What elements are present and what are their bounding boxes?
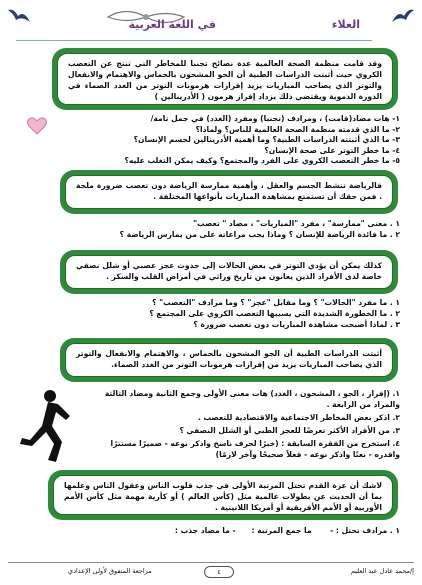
question-item: ٢- ما الذي قدمته منظمة الصحة العالمية للناس؟ ولماذا؟ [195,124,400,134]
question-item: ٢. اذكر بعض المخاطر الاجتماعية والاقتصادية للتعصب . [197,413,400,422]
runner-icon [18,388,72,466]
question-item: ٢ . ما فائدة الرياضة للإنسان ؟ وماذا يجب مراعاته على من يمارس الرياضة ؟ [119,230,400,239]
question-item: ٣. من الأفراد الأكثر تعرضًا للعجز الطبي أو الشلل النصفي ؟ [179,426,400,435]
question-item: ١- هات مضاد(قامت) ، ومرادف (تجنبا) ومفرد (الغدد) في جمل تامة/ [150,114,400,123]
question-item: ٤- ما خطر التوتر على صحة الإنسان؟ [264,145,400,155]
heart-icon [26,116,48,136]
question-item: ٣ . لماذا أصبحت مشاهدة المباريات دون تعصب ضرورة ؟ [193,320,400,329]
passage-panel-4 [60,338,398,382]
passage-text-5: لاشك أن عزة القدم تحتل المرتبة الأولى في جذب قلوب الناس وعقول الناس وعلمها بما أن الحديث عن بطولات عالمية مثل (كأس العالم ) أو كأرية مهمة مثل كأس الأمم الأوربية أو الأمم الأفريقية أو أمريكا اللاتينية . [53,475,393,515]
passage-text-1: وقد قامت منظمة الصحة العالمية عدة نصائح تجنبا للمخاطر التي تنتج عن التعصب الكروي حيث أثبتت الدراسات الطبية أن الجو المشحون بالحماس والاهتمام والانفعال والتوتر الذي يصاحب المباريات يزيد إفرازات هرمونات التوتر من الغدد الصماء في الدورة الدموية ويقتضي ذلك يزداد إفراز هرمون ( الأدرينالين ) [57,53,393,105]
question-item: ٥- ما خطر التعصب الكروي على الفرد والمجتمع؟ وكيف يمكن التغلب عليه؟ [124,156,400,166]
question-item: ١ . معنى "ممارسة" ، مفرد "المباريات" ، مضاد " تعصب" [193,219,400,228]
passage-text-3: كذلك يمكن أن يؤدي التوتر في بعض الحالات إلى حدوث عجز عصبي أو شلل نصفي خاصة لدى الأفراد الذين يعانون من تاريخ وراثي في أمراض القلب والسكر . [65,255,393,289]
passage-panel-1 [52,48,398,110]
question-item: ٤. استخرج من الفقرة السابقة : (خبرًا لحرف ناسخ واذكر نوعه - ضميرًا مستترًا واقدره - نعتًا واذكر نوعه - فعلاً صحيحًا وآخر لازمًا) [110,439,400,459]
subject-title: في اللغة العربية [128,18,216,31]
bird-icon [390,4,416,30]
page-number: ٤ [204,566,234,578]
bird-icon [6,4,32,30]
passage-panel-3 [60,250,398,294]
question-list-4 [90,388,400,460]
header-rule [16,40,372,41]
passage-panel-5 [48,470,398,520]
question-item: ٣- ما الذي أثبتته الدراسات الطبية؟ وما أهمية الأدرينالين لجسم الإنسان؟ [133,135,400,145]
question-item: ١ . ما مفرد "الحالات" ؟ وما مقابل "عجز" ؟ وما مرادف "التعصب" ؟ [152,298,400,307]
page-footer [8,562,414,581]
footer-author: إ/محمد عادل عبد العليم [350,567,414,575]
passage-text-2: فالرياضة تنشط الجسم والعقل ، وأهمية ممارسة الرياضة دون تعصب ضرورة ملحة . فمن حقك أن تستمتع بمشاهدة المباريات بأنواعها المختلفة . [65,175,393,209]
passage-panel-2 [60,170,398,214]
footer-series: مراجعة المتفوق لأولى الإعدادي [68,567,152,575]
passage-text-4: أثبتت الدراسات الطبية أن الجو المشحون بالحماس ، والاهتمام والانفعال والتوتر الذي يصاحب المباريات يزيد من إفرازات هرمونات التوتر من الغدد الصماء. [65,343,393,377]
question-item: ١ . مرادف تحتل : - ما جمع المرتبة : - ما مضاد جذب : [174,526,400,535]
book-title: العلاء [331,18,360,31]
page-header [6,4,416,46]
question-item: ١. (إفراز ، الجو ، المشحون ، الغدد) هات معنى الأولى وجمع الثانية ومضاد الثالثة والمراد من الرابعة . [104,389,400,409]
question-item: ٢ . ما الخطورة الشديدة التي يسببها التعصب الكروي على المجتمع ؟ [149,309,400,318]
